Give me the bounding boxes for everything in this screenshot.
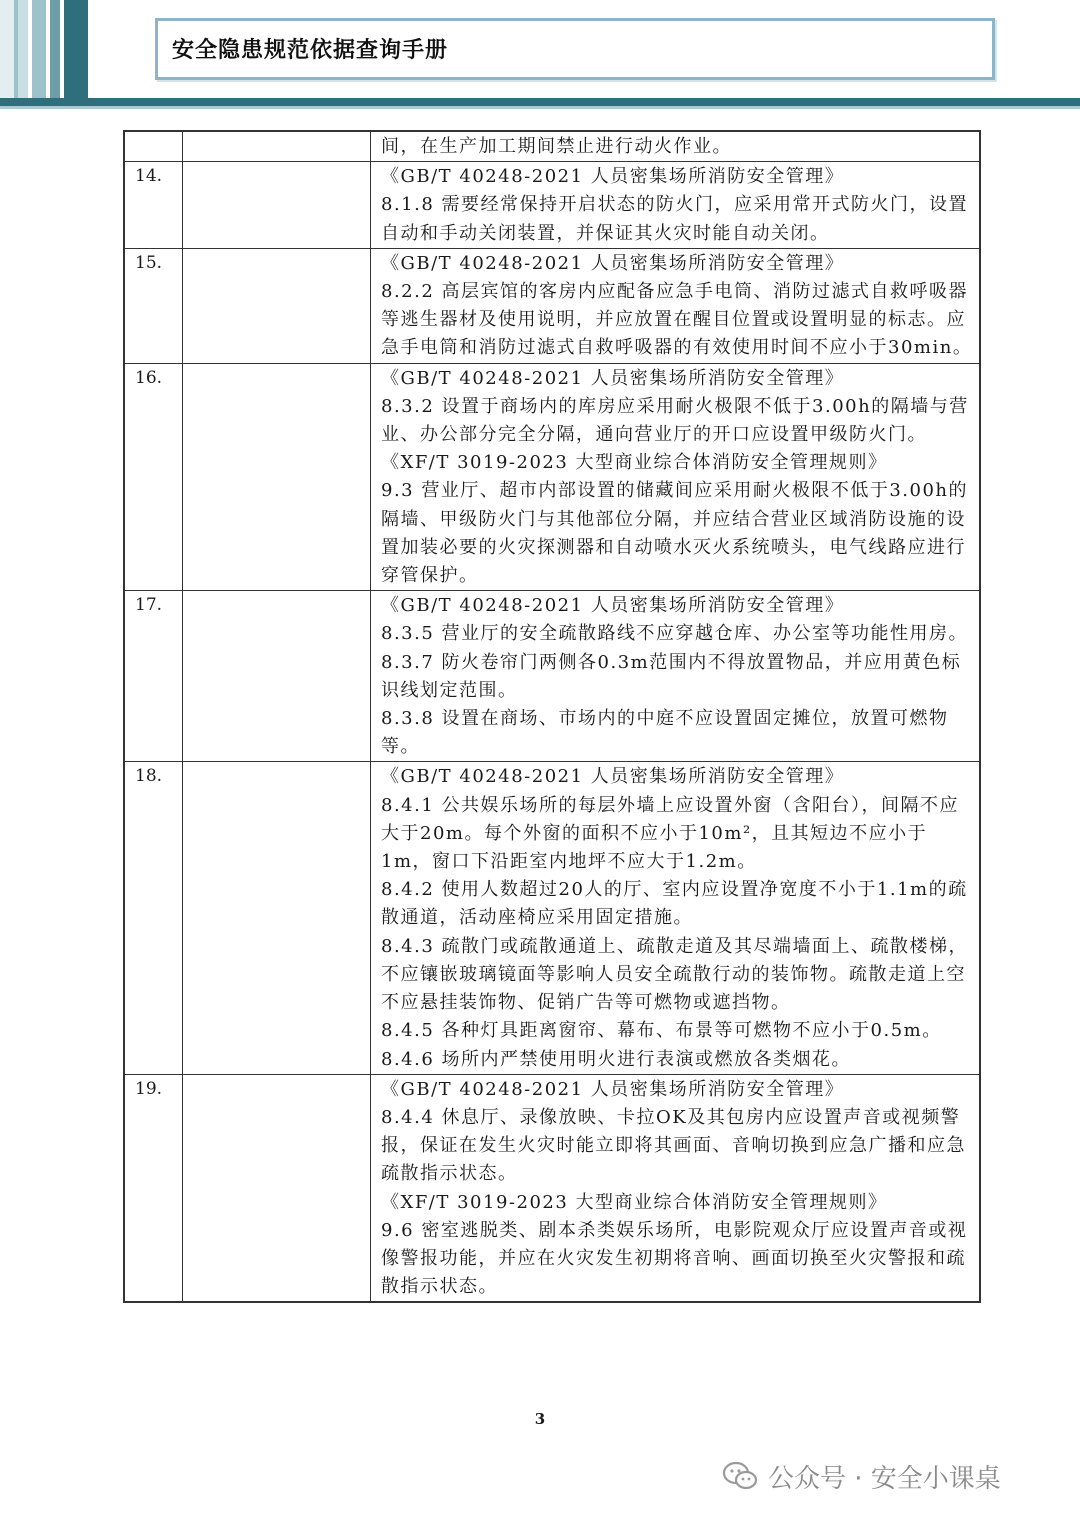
table-row — [125, 1074, 979, 1302]
row-number: 17. — [125, 591, 183, 761]
regulation-text: 8.4.3 疏散门或疏散通道上、疏散走道及其尽端墙面上、疏散楼梯，不应镶嵌玻璃镜面等影响人员安全疏散行动的装饰物。疏散走道上空不应悬挂装饰物、促销广告等可燃物或遮挡物。 — [381, 935, 969, 1014]
regulation-text: 《GB/T 40248-2021 人员密集场所消防安全管理》 — [381, 252, 845, 274]
regulation-text: 8.3.5 营业厅的安全疏散路线不应穿越仓库、办公室等功能性用房。 — [381, 623, 969, 645]
regulation-text: 间，在生产加工期间禁止进行动火作业。 — [381, 136, 732, 157]
header-bar — [0, 98, 1080, 106]
regulation-cell — [371, 762, 979, 1073]
header-stripes-right — [0, 0, 88, 104]
regulation-text: 8.4.6 场所内严禁使用明火进行表演或燃放各类烟花。 — [381, 1048, 852, 1070]
table-row — [125, 248, 979, 363]
regulation-text: 8.4.2 使用人数超过20人的厅、室内应设置净宽度不小于1.1m的疏散通道，活动座椅应采用固定措施。 — [381, 879, 968, 929]
row-number: 16. — [125, 364, 183, 591]
row-number: 19. — [125, 1075, 183, 1302]
regulation-cell — [371, 1075, 979, 1302]
regulation-cell — [371, 249, 979, 363]
table-row — [125, 363, 979, 591]
row-number: 18. — [125, 762, 183, 1073]
regulation-text: 8.3.2 设置于商场内的库房应采用耐火极限不低于3.00h的隔墙与营业、办公部分完全分隔，通向营业厅的开口应设置甲级防火门。 — [381, 395, 969, 446]
regulation-text: 8.4.1 公共娱乐场所的每层外墙上应设置外窗（含阳台），间隔不应大于20m。每个外窗的面积不应小于10m²，且其短边不应小于1m，窗口下沿距室内地坪不应大于1.2m。 — [381, 794, 960, 873]
table-row — [125, 590, 979, 761]
page-number: 3 — [534, 1410, 546, 1428]
regulation-text: 《GB/T 40248-2021 人员密集场所消防安全管理》 — [381, 766, 845, 788]
empty-cell — [183, 132, 371, 161]
header-title-box — [155, 18, 995, 80]
empty-cell — [183, 364, 371, 591]
regulation-text: 《GB/T 40248-2021 人员密集场所消防安全管理》 — [381, 166, 845, 188]
page-title: 安全隐患规范依据查询手册 — [172, 38, 449, 63]
header-bar-light — [0, 106, 1080, 109]
regulation-text: 8.2.2 高层宾馆的客房内应配备应急手电筒、消防过滤式自救呼吸器等逃生器材及使用说明，并应放置在醒目位置或设置明显的标志。应急手电筒和消防过滤式自救呼吸器的有效使用时间不应小于30min。 — [381, 281, 973, 359]
empty-cell — [183, 591, 371, 761]
regulation-text: 8.3.8 设置在商场、市场内的中庭不应设置固定摊位，放置可燃物等。 — [381, 708, 949, 758]
regulation-cell — [371, 132, 979, 161]
empty-cell — [183, 162, 371, 248]
regulation-text: 8.1.8 需要经常保持开启状态的防火门，应采用常开式防火门，设置自动和手动关闭装置，并保证其火灾时能自动关闭。 — [381, 194, 969, 244]
regulation-text: 8.4.4 休息厅、录像放映、卡拉OK及其包房内应设置声音或视频警报，保证在发生火灾时能立即将其画面、音响切换到应急广播和应急疏散指示状态。 — [381, 1106, 966, 1185]
regulation-text: 《XF/T 3019-2023 大型商业综合体消防安全管理规则》 — [381, 452, 888, 474]
empty-cell — [183, 1075, 371, 1302]
regulation-text: 《GB/T 40248-2021 人员密集场所消防安全管理》 — [381, 1078, 845, 1100]
regulation-cell — [371, 162, 979, 248]
regulation-text: 9.3 营业厅、超市内部设置的储藏间应采用耐火极限不低于3.00h的隔墙、甲级防火门与其他部位分隔，并应结合营业区域消防设施的设置加装必要的火灾探测器和自动喷水灭火系统喷头，电气线路应进行穿管保护。 — [381, 480, 969, 587]
regulation-text: 《XF/T 3019-2023 大型商业综合体消防安全管理规则》 — [381, 1191, 888, 1213]
empty-cell — [183, 249, 371, 363]
empty-cell — [183, 762, 371, 1073]
regulation-cell — [371, 364, 979, 591]
regulation-text: 9.6 密室逃脱类、剧本杀类娱乐场所，电影院观众厅应设置声音或视像警报功能，并应在火灾发生初期将音响、画面切换至火灾警报和疏散指示状态。 — [381, 1219, 968, 1298]
regulation-text: 8.3.7 防火卷帘门两侧各0.3m范围内不得放置物品，并应用黄色标识线划定范围。 — [381, 651, 962, 701]
watermark-text: 公众号 · 安全小课桌 — [768, 1463, 1001, 1494]
regulation-text: 《GB/T 40248-2021 人员密集场所消防安全管理》 — [381, 595, 845, 617]
row-number — [125, 132, 183, 161]
wechat-icon — [722, 1461, 758, 1491]
regulation-table — [123, 130, 981, 1303]
row-number: 15. — [125, 249, 183, 363]
regulation-cell — [371, 591, 979, 761]
regulation-text: 8.4.5 各种灯具距离窗帘、幕布、布景等可燃物不应小于0.5m。 — [381, 1020, 942, 1042]
regulation-text: 《GB/T 40248-2021 人员密集场所消防安全管理》 — [381, 367, 845, 389]
table-row — [125, 761, 979, 1073]
row-number: 14. — [125, 162, 183, 248]
table-row — [125, 132, 979, 161]
watermark — [722, 1456, 1001, 1496]
table-row — [125, 161, 979, 248]
